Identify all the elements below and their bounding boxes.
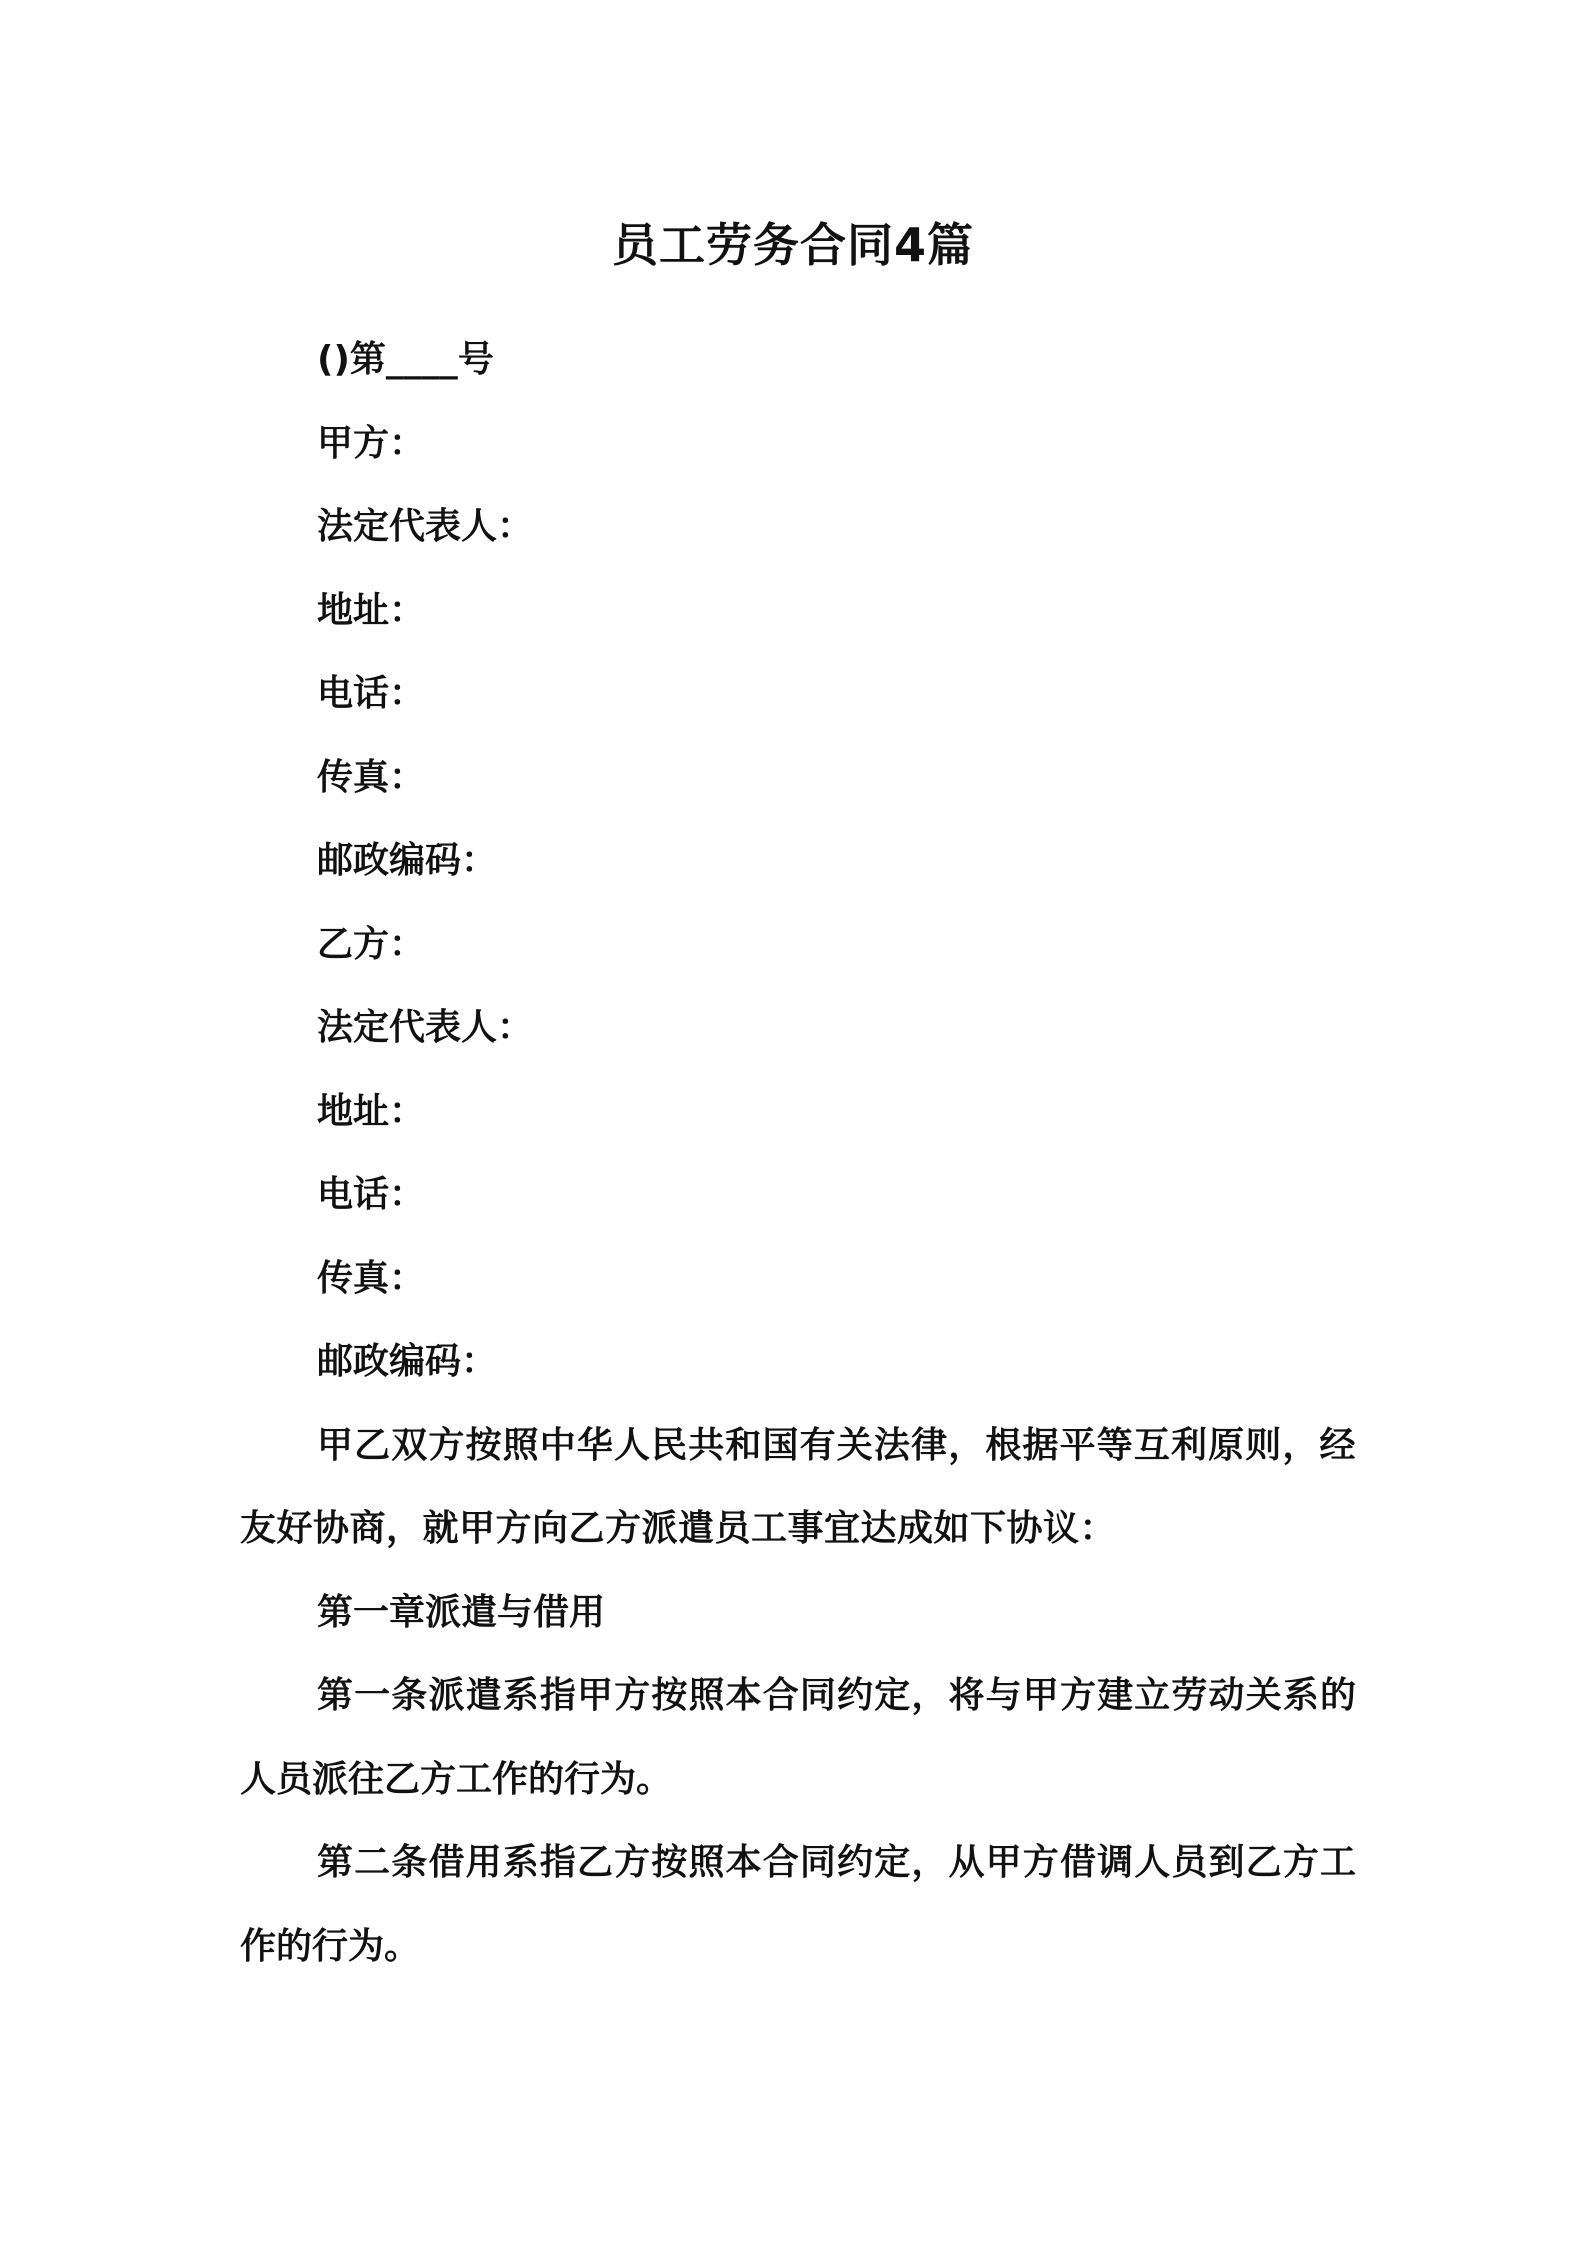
- party-b-label: 乙方：: [317, 923, 426, 965]
- party-a-label: 甲方：: [317, 422, 426, 464]
- party-a-postcode: 邮政编码：: [317, 840, 498, 881]
- article-2-paragraph: 第二条借用系指乙方按照本合同约定，从甲方借调人员到乙方工作的行为。: [240, 1842, 1356, 1967]
- contract-number-line: ()第____号: [317, 339, 494, 380]
- party-b-rep: 法定代表人：: [317, 1007, 534, 1048]
- document-title: 员工劳务合同4篇: [611, 218, 974, 272]
- party-b-address: 地址：: [317, 1090, 426, 1132]
- intro-paragraph: 甲乙双方按照中华人民共和国有关法律，根据平等互利原则，经友好协商，就甲方向乙方派遣员工事宜达成如下协议：: [240, 1424, 1356, 1549]
- party-b-fax: 传真：: [317, 1257, 426, 1299]
- document-body: [240, 318, 1356, 1988]
- party-b-postcode: 邮政编码：: [317, 1341, 498, 1382]
- party-b-phone: 电话：: [317, 1174, 426, 1215]
- article-1-paragraph: 第一条派遣系指甲方按照本合同约定，将与甲方建立劳动关系的人员派往乙方工作的行为。: [240, 1675, 1356, 1800]
- chapter-heading: 第一章派遣与借用: [317, 1591, 606, 1633]
- party-a-fax: 传真：: [317, 756, 426, 798]
- party-a-rep: 法定代表人：: [317, 506, 534, 547]
- party-a-address: 地址：: [317, 589, 426, 631]
- party-a-phone: 电话：: [317, 673, 426, 714]
